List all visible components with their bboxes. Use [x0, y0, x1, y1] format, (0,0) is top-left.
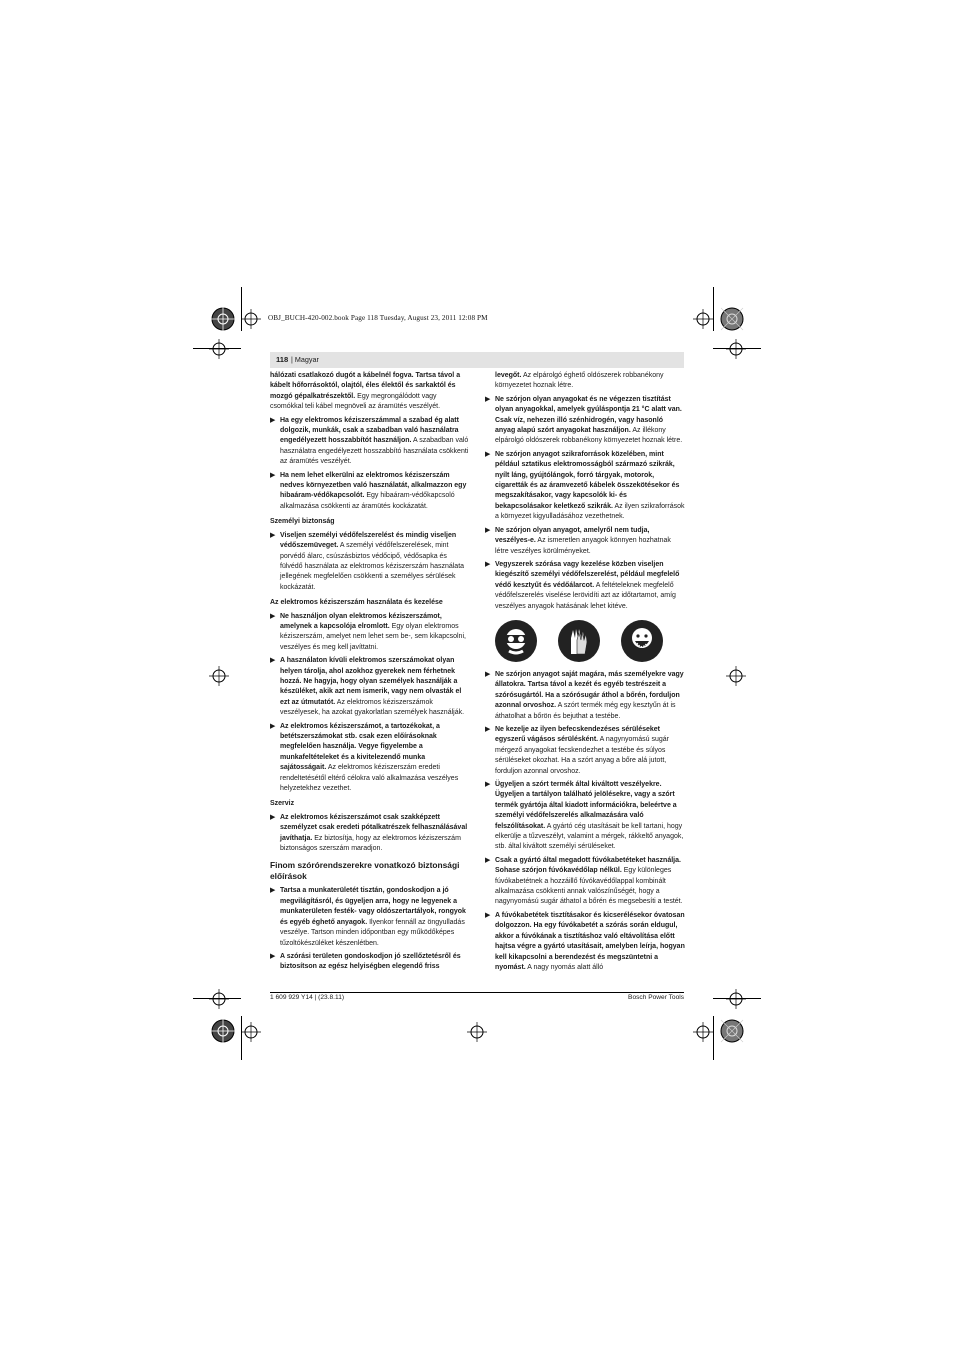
list-item: ▶ Viseljen személyi védőfelszerelést és mindig viseljen védőszemüveget. A személyi védőfelszerelések, mint porvédő álarc, csúszásbiztos védőcipő, védősapka és fülvédő használata az elektromos kéziszerszám használata jellegének megfelelően csökkenti a személyes sérülések kockázatát.	[270, 531, 465, 591]
list-item: ▶ A szórási területen gondoskodjon jó szellőztetésről és biztosítson az egész helyiségben elegendő friss	[270, 952, 461, 971]
bullet-arrow-icon: ▶	[485, 560, 491, 568]
footer-doc-number: 1 609 929 Y14 | (23.8.11)	[270, 994, 345, 1001]
list-item: ▶ Ne használjon olyan elektromos kéziszerszámot, amelynek a kapcsolója elromlott. Egy olyan elektromos kéziszerszám, amelyet nem lehet sem be-, sem kikapcsolni, veszélyes és meg kell javíttatni.	[270, 612, 466, 651]
footer-rule	[270, 992, 684, 993]
goggles-icon	[495, 620, 537, 662]
gloves-icon	[558, 620, 600, 662]
footer-brand: Bosch Power Tools	[628, 994, 684, 1001]
list-item: ▶ Ne szórjon anyagot szikraforrások közelében, mint például sztatikus elektromosságból származó szikrák, nyílt láng, gyújtólángok, forró tárgyak, motorok, cigaretták és az áramvezető kábelek összekötésekor és megszakításakor, vagy kapcsolók ki- és bekapcsolásakor keletkező szikrák. Az ilyen szikraforrások a környezet kigyulladásához vezethetnek.	[485, 450, 685, 521]
bullet-arrow-icon: ▶	[485, 725, 491, 733]
page-header-bar	[270, 352, 684, 368]
list-item: ▶ Csak a gyártó által megadott fúvókabetéteket használja. Sohase szórjon fúvókavédőlap nélkül. Egy különleges fúvókabetétnek a hozzáillő fúvókavédőlappal kombinált alkalmazása csökkenti annak valószínűségét, hogy a nagynyomású sugár áthatol a bőrén és megsebesíti a testét.	[485, 856, 683, 906]
list-item: ▶ Ne kezelje az ilyen befecskendezéses sérüléseket egyszerű vágásos sérülésként. A nagynyomású sugár mérgező anyagokat fecskendezhet a testébe és súlyos sérüléseket okozhat. Ha a szórt anyag a bőre alá jutott, forduljon azonnal orvoshoz.	[485, 725, 669, 775]
paragraph: levegőt. Az elpárolgó éghető oldószerek robbanékony környezetet hoznak létre.	[495, 372, 664, 390]
respirator-icon	[621, 620, 663, 662]
list-item: ▶ Ügyeljen a szórt termék által kiváltott veszélyekre. Ügyeljen a tartályon található jelölésekre, vagy a szórt termék gyártója által kiadott információkra, beleértve a személyi védőfelszerelés alkalmazására való felszólításokat. A gyártó cég utasításait be kell tartani, hogy elkerülje a tűzveszélyt, valamint a mérgek, rákkeltő anyagok, stb. által kiváltott személyi sérüléseket.	[485, 781, 684, 851]
registration-mark-icon	[210, 306, 236, 332]
bullet-arrow-icon: ▶	[270, 887, 276, 895]
list-item: ▶ A fúvókabetétek tisztításakor és kicserélésekor óvatosan dolgozzon. Ha egy fúvókabetét a szórás során eldugul, akkor a fúvókának a tisztításhoz való eltávolítása előtt hajtsa végre a gyártó utasításait, amelyben leírja, hogyan kell kikapcsolni a berendezést és megszüntetni a nyomást. A nagy nyomás alatt álló	[485, 911, 685, 971]
bullet-arrow-icon: ▶	[270, 952, 276, 960]
list-item: ▶ Ne szórjon olyan anyagot, amelyről nem tudja, veszélyes-e. Az ismeretlen anyagok könnyen hozhatnak létre veszélyes körülményeket.	[485, 526, 671, 555]
bullet-arrow-icon: ▶	[270, 471, 276, 479]
crosshair-icon	[726, 339, 746, 359]
list-item: ▶ A használaton kívüli elektromos szerszámokat olyan helyen tárolja, ahol azokhoz gyerekek nem férhetnek hozzá. Ne hagyja, hogy olyan személyek használják a készüléket, akik azt nem ismerik, vagy nem olvasták el ezt az útmutatót. Az elektromos kéziszerszámok veszélyesek, ha azokat gyakorlatlan személyek használják.	[270, 657, 465, 717]
list-item: ▶ Tartsa a munkaterületét tisztán, gondoskodjon a jó megvilágításról, és ügyeljen arra, hogy ne legyenek a munkaterületen festék- vagy oldószertartályok, rongyok és egyéb éghető anyagok. Ilyenkor fennáll az öngyulladás veszélye. Tartson minden időpontban egy működőképes tűzoltókészüléket készenlétben.	[270, 887, 466, 947]
left-column	[270, 371, 470, 976]
subheading-service: Szerviz	[270, 800, 295, 808]
page-number: 118	[276, 355, 289, 364]
crosshair-icon	[693, 309, 713, 329]
registration-mark-icon	[719, 306, 745, 332]
subheading-tool-use: Az elektromos kéziszerszám használata és kezelése	[270, 599, 443, 607]
book-info-line: OBJ_BUCH-420-002.book Page 118 Tuesday, August 23, 2011 12:08 PM	[268, 314, 488, 322]
crosshair-icon	[241, 309, 261, 329]
crosshair-icon	[726, 666, 746, 686]
language-label: | Magyar	[291, 355, 319, 364]
list-item: ▶ Ha nem lehet elkerülni az elektromos kéziszerszám nedves környezetben való használatát, alkalmazzon egy hibaáram-védőkapcsolót. Egy hibaáram-védőkapcsoló alkalmazása csökkenti az áramütés kockázatát.	[270, 471, 467, 510]
bullet-arrow-icon: ▶	[270, 813, 276, 821]
crosshair-icon	[467, 1022, 487, 1042]
registration-mark-icon	[210, 1018, 236, 1044]
section-title: Finom szórórendszerekre vonatkozó biztonsági előírások	[270, 860, 460, 882]
crosshair-icon	[209, 666, 229, 686]
crosshair-icon	[209, 989, 229, 1009]
bullet-arrow-icon: ▶	[485, 781, 491, 788]
bullet-arrow-icon: ▶	[485, 395, 491, 403]
list-item: ▶ Ne szórjon olyan anyagokat és ne végezzen tisztítást olyan anyagokkal, amelyek gyúláspontja 21 °C alatt van. Csak víz, nehezen illó szénhidrogén, vagy hasonló anyag alapú szórt anyagokat használjon. Az illékony elpárolgó oldószerek robbanékony környezetet hoznak létre.	[485, 395, 683, 445]
crosshair-icon	[726, 989, 746, 1009]
bullet-arrow-icon: ▶	[270, 531, 276, 539]
subheading-personal-safety: Személyi biztonság	[270, 518, 335, 526]
bullet-arrow-icon: ▶	[485, 526, 491, 534]
bullet-arrow-icon: ▶	[270, 612, 276, 620]
crosshair-icon	[693, 1022, 713, 1042]
bullet-arrow-icon: ▶	[485, 450, 491, 458]
bullet-arrow-icon: ▶	[485, 911, 491, 919]
bullet-arrow-icon: ▶	[485, 670, 491, 678]
paragraph: hálózati csatlakozó dugót a kábelnél fogva. Tartsa távol a kábelt hőforrásoktól, olajtól, éles élektől és sarkaktól és mozgó gépalkatrészektől. Egy megrongálódott vagy csomókkal teli kábel megnöveli az áramütés veszélyét.	[270, 372, 461, 411]
list-item: ▶ Ha egy elektromos kéziszerszámmal a szabad ég alatt dolgozik, munkák, csak a szabadban való használatra engedélyezett hosszabbítót használjon. A szabadban való használatra engedélyezett hosszabbító használata csökkenti az áramütés veszélyét.	[270, 416, 469, 466]
list-item: ▶ Vegyszerek szórása vagy kezelése közben viseljen kiegészítő személyi védőfelszerelést, például megfelelő védő kesztyűt és védőálarcot. A feltételeknek megfelelő védőfelszerelés viselése lerövidíti azt az időtartamot, amíg veszélyes anyagok hatásának lehet kitéve.	[485, 560, 680, 610]
bullet-arrow-icon: ▶	[270, 416, 276, 424]
bullet-arrow-icon: ▶	[485, 856, 491, 864]
list-item: ▶ Ne szórjon anyagot saját magára, más személyekre vagy állatokra. Tartsa távol a kezét és egyéb testrészeit a szórósugártól. Ha a szórósugár áthol a bőrén, forduljon azonnal orvoshoz. A szórt termék még egy kesztyűn át is áthatolhat a bőrön és bejuthat a testébe.	[485, 670, 684, 720]
list-item: ▶ Az elektromos kéziszerszámot csak szakképzett személyzet csak eredeti pótalkatrészek felhasználásával javíthatja. Ez biztosítja, hogy az elektromos kéziszerszám biztonságos szerszám maradjon.	[270, 813, 468, 853]
crosshair-icon	[209, 339, 229, 359]
safety-pictograms	[495, 620, 685, 662]
crosshair-icon	[241, 1022, 261, 1042]
right-column	[485, 371, 685, 976]
list-item: ▶ Az elektromos kéziszerszámot, a tartozékokat, a betétszerszámokat stb. csak ezen előírásoknak megfelelően használja. Vegye figyelembe a munkafeltételeket és a kivitelezendő munka sajátosságait. Az elektromos kéziszerszám eredeti rendeltetésétől eltérő célokra való alkalmazása veszélyes helyzetekhez vezethet.	[270, 722, 459, 793]
bullet-arrow-icon: ▶	[270, 657, 276, 665]
bullet-arrow-icon: ▶	[270, 722, 276, 730]
registration-mark-icon	[719, 1018, 745, 1044]
